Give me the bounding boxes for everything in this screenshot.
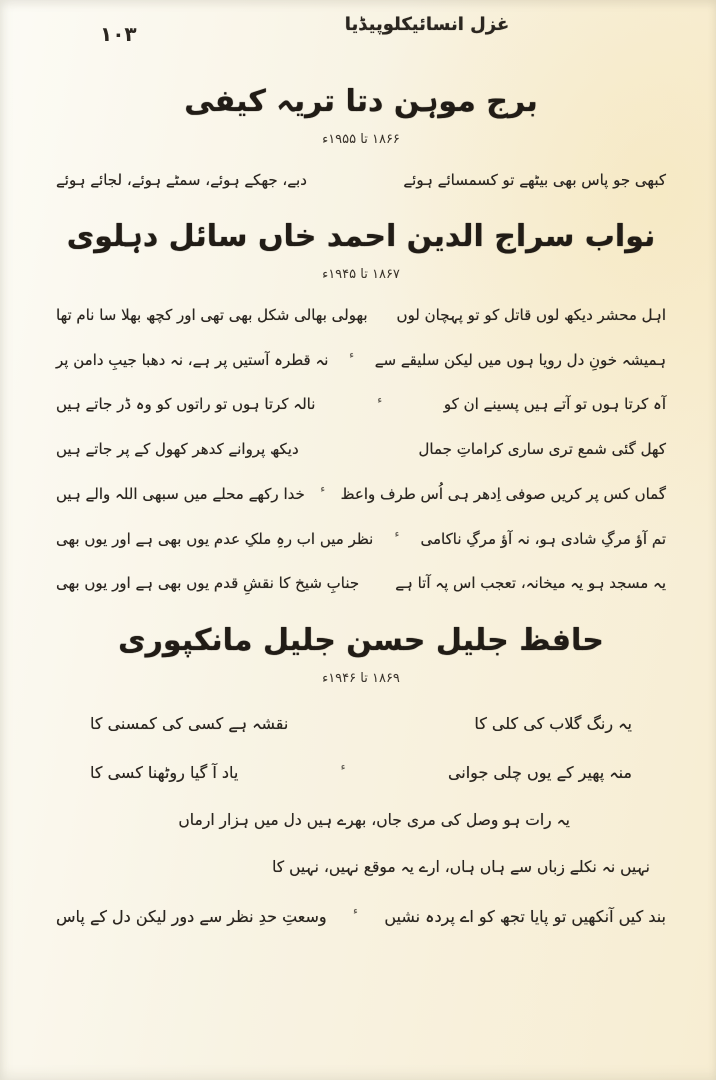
hemistich-right: تم آؤ مرگِ شادی ہو، نہ آؤ مرگِ ناکامی xyxy=(420,529,666,548)
poet-name: نواب سراج الدین احمد خاں سائل دہلوی xyxy=(66,219,656,255)
poet-dates: ۱۸۶۹ تا ۱۹۴۶ء xyxy=(322,670,400,686)
poet-section-kaifi xyxy=(56,82,666,191)
ghazal-verses xyxy=(56,712,666,929)
hemistich-right: اہل محشر دیکھ لوں قاتل کو تو پہچان لوں xyxy=(396,305,666,324)
verse-divider-mark: ء xyxy=(320,484,326,496)
verse-line xyxy=(56,484,666,506)
hemistich-left: بھولی بھالی شکل بھی تھی اور کچھ بھلا سا نام تھا xyxy=(56,305,368,324)
verse-divider-mark: ء xyxy=(353,906,358,918)
page-header xyxy=(56,0,666,58)
verse-divider-mark: ء xyxy=(394,529,400,541)
hemistich-right: یہ مسجد ہو یہ میخانہ، تعجب اس پہ آتا ہے xyxy=(395,574,666,593)
poet-name: حافظ جلیل حسن جلیل مانکپوری xyxy=(118,623,604,658)
book-title: غزل انسائیکلوپیڈیا xyxy=(344,14,510,35)
verse-line xyxy=(56,170,666,192)
hemistich-left: دیکھ پروانے کدھر کھول کے پر جاتے ہیں xyxy=(56,440,299,458)
hemistich-left: نقشہ ہے کسی کی کمسنی کا xyxy=(90,713,289,733)
poet-section-sail-dehlvi xyxy=(56,217,666,595)
verse-divider-mark: ء xyxy=(340,762,346,774)
verse-line xyxy=(56,761,666,784)
hemistich-left: دبے، جھکے ہوئے، سمٹے ہوئے، لجائے ہوئے xyxy=(56,170,307,189)
hemistich-left: نالہ کرتا ہوں تو راتوں کو وہ ڈر جاتے ہیں xyxy=(56,395,316,414)
hemistich-right: منہ پھیر کے یوں چلی جوانی xyxy=(447,762,632,782)
verse-line xyxy=(56,712,666,735)
verse-line-full: یہ رات ہو وصل کی مری جاں، بھرے ہیں دل میں ہزار ارماں xyxy=(178,810,570,829)
verse-line xyxy=(56,305,666,327)
hemistich-right: بند کیں آنکھیں تو پایا تجھ کو اے پردہ نشیں xyxy=(384,906,666,926)
poet-name: برج موہن دتا تریہ کیفی xyxy=(184,84,538,119)
verse-line xyxy=(56,439,666,461)
hemistich-left: یاد آ گیا روٹھنا کسی کا xyxy=(90,762,239,782)
hemistich-left: جنابِ شیخ کا نقشِ قدم یوں بھی ہے اور یوں بھی xyxy=(56,574,360,593)
hemistich-right: آہ کرتا ہوں تو آتے ہیں پسینے ان کو xyxy=(443,395,666,414)
verse-line xyxy=(56,573,666,595)
verse-line-full: نہیں نہ نکلے زباں سے ہاں ہاں، ارے یہ موقع نہیں، نہیں کا xyxy=(272,858,650,877)
hemistich-right: گماں کس پر کریں صوفی اِدھر ہی اُس طرف واعظ xyxy=(340,484,666,503)
hemistich-left: وسعتِ حدِ نظر سے دور لیکن دل کے پاس xyxy=(56,906,327,926)
verse-line xyxy=(56,394,666,416)
poet-dates: ۱۸۶۶ تا ۱۹۵۵ء xyxy=(322,131,400,147)
verse-line xyxy=(56,905,666,928)
hemistich-right: کھل گئی شمع تری ساری کراماتِ جمال xyxy=(418,440,666,458)
hemistich-left: نظر میں اب رہِ ملکِ عدم یوں بھی ہے اور یوں بھی xyxy=(56,529,374,548)
verse-divider-mark: ء xyxy=(377,394,383,406)
verse-line xyxy=(56,350,666,372)
poet-section-jalil-manikpuri xyxy=(56,621,666,928)
page-number: ۱۰۳ xyxy=(100,22,137,46)
hemistich-right: کبھی جو پاس بھی بیٹھے تو کسمسائے ہوئے xyxy=(403,170,666,189)
verse-line xyxy=(56,529,666,551)
hemistich-right: یہ رنگ گلاب کی کلی کا xyxy=(474,713,632,733)
poet-dates: ۱۸۶۷ تا ۱۹۴۵ء xyxy=(322,266,400,282)
hemistich-right: ہمیشہ خونِ دل رویا ہوں میں لیکن سلیقے سے xyxy=(374,350,666,369)
ghazal-verses xyxy=(56,305,666,595)
verse-divider-mark: ء xyxy=(349,350,354,362)
hemistich-left: نہ قطرہ آستیں پر ہے، نہ دھبا جیبِ دامن پر xyxy=(56,350,329,369)
hemistich-left: خدا رکھے محلے میں سبھی اللہ والے ہیں xyxy=(56,484,305,503)
ghazal-verses xyxy=(56,170,666,192)
